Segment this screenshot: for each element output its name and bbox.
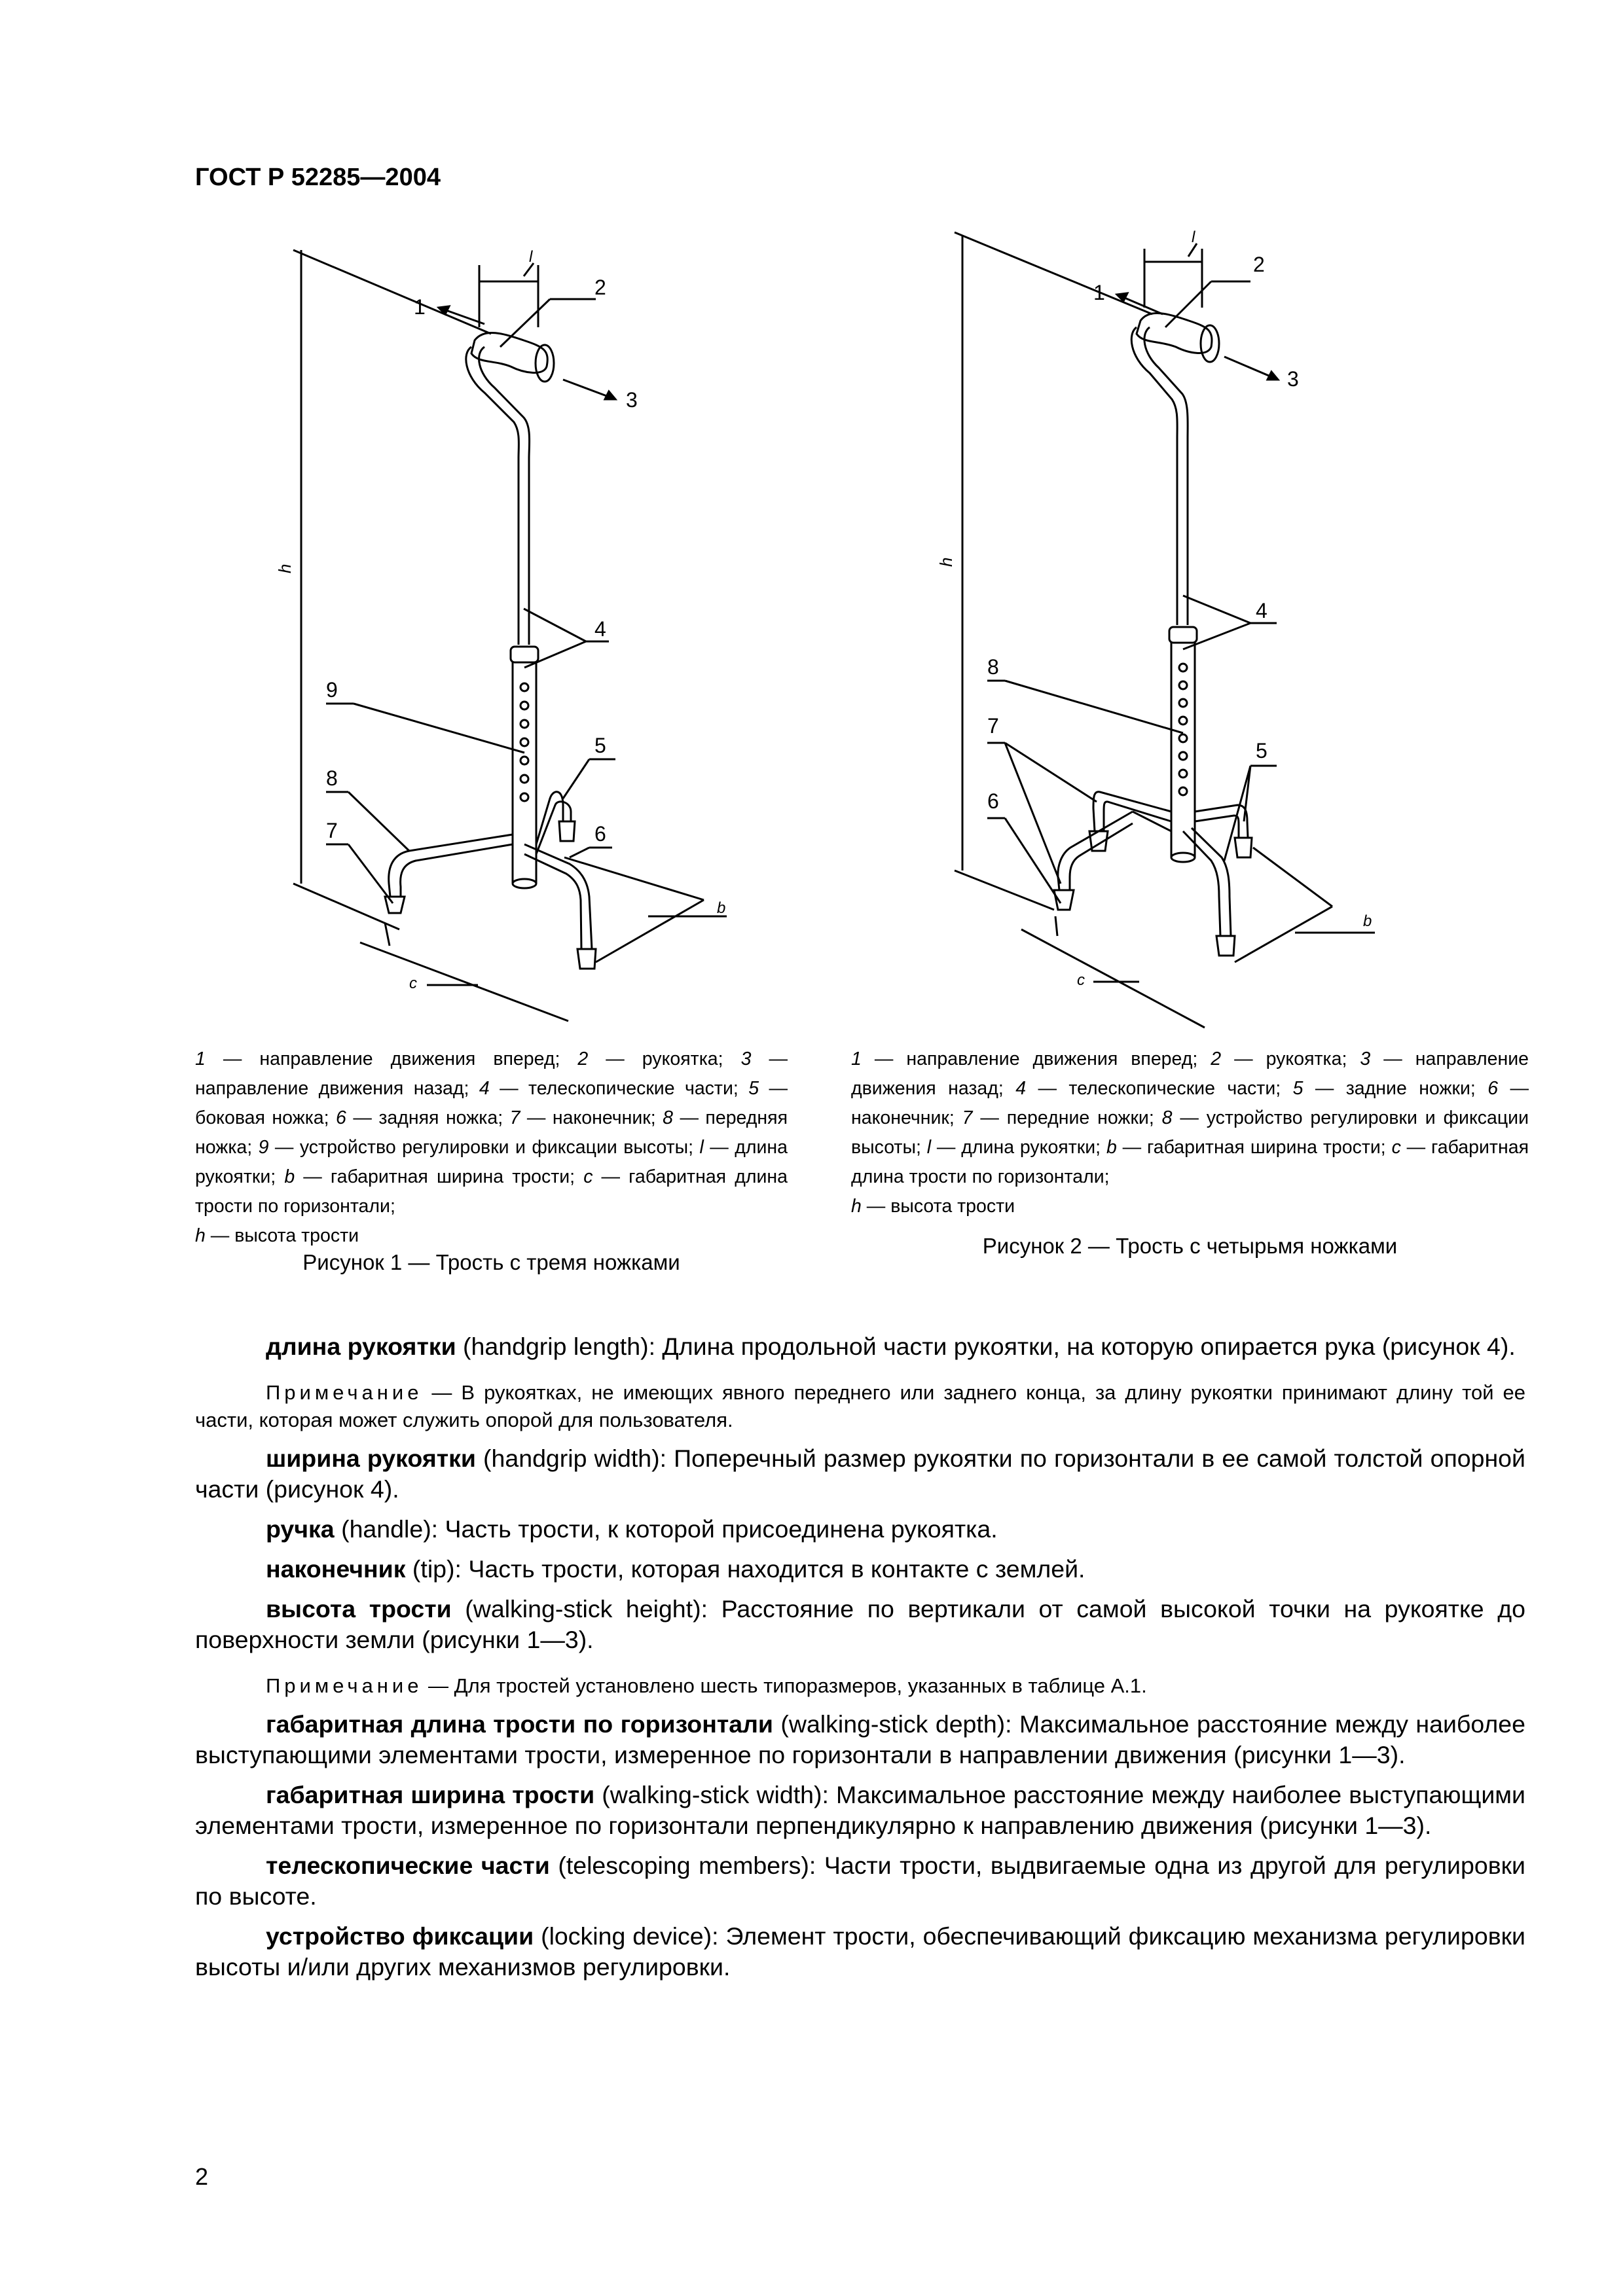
fig2-label-h: h xyxy=(936,557,956,567)
legend-item-key: 7 xyxy=(962,1107,973,1128)
note-paragraph xyxy=(195,1379,1525,1434)
definition-english-term: (tip): xyxy=(405,1555,462,1583)
definitions-text xyxy=(195,1322,1525,1982)
fig1-label-l: l xyxy=(529,248,533,266)
definition-paragraph xyxy=(195,1594,1525,1655)
legend-item-key: 4 xyxy=(1015,1078,1027,1099)
legend-item-key: 2 xyxy=(1211,1049,1222,1069)
legend-item-key: h xyxy=(851,1196,862,1217)
legend-item xyxy=(851,1192,1529,1221)
figure-1-title: Рисунок 1 — Трость с тремя ножками xyxy=(302,1250,680,1274)
legend-item-key: 5 xyxy=(1292,1078,1304,1099)
legend-item-key: 4 xyxy=(479,1078,490,1099)
legend-item-text: — передняя ножка; xyxy=(195,1107,788,1158)
legend-item-key: 7 xyxy=(509,1107,520,1128)
fig2-label-4: 4 xyxy=(1256,599,1267,622)
legend-item-key: c xyxy=(583,1166,593,1187)
legend-item xyxy=(851,1049,1211,1069)
fig2-label-2: 2 xyxy=(1253,253,1265,276)
legend-item-text: — устройство регулировки и фиксации высоты; xyxy=(851,1107,1529,1158)
fig1-label-3: 3 xyxy=(626,388,638,412)
legend-item-text: — задняя ножка; xyxy=(346,1107,510,1128)
legend-item xyxy=(577,1049,740,1069)
definition-term: габаритная длина трости по горизонтали xyxy=(266,1710,773,1738)
fig2-label-l: l xyxy=(1192,228,1195,246)
legend-item-text: — габаритная ширина трости; xyxy=(295,1166,584,1187)
definition-english-term: (telescoping members): xyxy=(549,1852,816,1879)
definition-english-term: (handgrip width): xyxy=(475,1444,667,1472)
definition-text: Части трости, выдвигаемые одна из другой для регулировки по высоте. xyxy=(195,1852,1525,1910)
legend-item-key: 8 xyxy=(1161,1107,1173,1128)
legend-item-text: — направление движения вперед; xyxy=(205,1049,578,1069)
legend-item-text: — длина рукоятки; xyxy=(195,1137,788,1187)
legend-item-text: — высота трости xyxy=(861,1196,1015,1217)
legend-item-key: 3 xyxy=(740,1049,752,1069)
fig2-label-5: 5 xyxy=(1256,739,1267,762)
legend-item xyxy=(1293,1078,1488,1099)
legend-item-text: — длина рукоятки; xyxy=(931,1137,1106,1158)
legend-item-text: — боковая ножка; xyxy=(195,1078,788,1128)
running-header: ГОСТ Р 52285—2004 xyxy=(195,164,441,191)
note-paragraph xyxy=(195,1672,1525,1700)
legend-item-text: — направление движения назад; xyxy=(195,1049,788,1099)
definition-text: Элемент трости, обеспечивающий фиксацию механизма регулировки высоты и/или других механизмов регулировки. xyxy=(195,1922,1525,1981)
page-number: 2 xyxy=(195,2163,209,2190)
note-label: Примечание xyxy=(266,1674,423,1697)
legend-item-key: b xyxy=(1106,1137,1117,1158)
fig1-label-9: 9 xyxy=(326,678,338,702)
definition-text: Максимальное расстояние между наиболее выступающими элементами трости, измеренное по горизонтали в направлении движения (рисунки 1—3). xyxy=(195,1710,1525,1768)
definition-paragraph xyxy=(195,1554,1525,1585)
fig1-label-8: 8 xyxy=(326,766,338,790)
fig2-label-b: b xyxy=(1363,912,1372,930)
legend-item-text: — телескопические части; xyxy=(1026,1078,1293,1099)
definition-term: устройство фиксации xyxy=(266,1922,534,1950)
legend-item-key: 6 xyxy=(1487,1078,1499,1099)
legend-item-key: 9 xyxy=(258,1137,269,1158)
legend-item xyxy=(336,1107,510,1128)
figure-1-legend xyxy=(195,1045,788,1251)
fig1-label-2: 2 xyxy=(594,276,606,299)
legend-item-text: — направление движения вперед; xyxy=(861,1049,1211,1069)
definition-paragraph xyxy=(195,1921,1525,1982)
legend-item-key: l xyxy=(926,1137,932,1158)
legend-item-text: — габаритная длина трости по горизонтали; xyxy=(851,1137,1529,1187)
legend-item-text: — рукоятка; xyxy=(1221,1049,1360,1069)
legend-item xyxy=(259,1137,700,1158)
definition-english-term: (walking-stick width): xyxy=(594,1781,829,1808)
legend-item-text: — рукоятка; xyxy=(588,1049,741,1069)
definition-paragraph xyxy=(195,1331,1525,1362)
definition-english-term: (handle): xyxy=(334,1515,439,1543)
legend-item-text: — устройство регулировки и фиксации высоты; xyxy=(268,1137,700,1158)
note-label: Примечание xyxy=(266,1381,423,1404)
definition-term: наконечник xyxy=(266,1555,406,1583)
legend-item xyxy=(1106,1137,1392,1158)
definition-text: Расстояние по вертикали от самой высокой точки на рукоятке до поверхности земли (рисунки 1—3). xyxy=(195,1595,1525,1653)
legend-item-key: 8 xyxy=(663,1107,673,1128)
figure-2-title: Рисунок 2 — Трость с четырьмя ножками xyxy=(982,1234,1398,1258)
legend-item-text: — наконечник; xyxy=(520,1107,663,1128)
fig1-label-7: 7 xyxy=(326,819,338,842)
fig2-label-3: 3 xyxy=(1287,367,1299,391)
definition-text: Длина продольной части рукоятки, на которую опирается рука (рисунок 4). xyxy=(655,1333,1516,1360)
legend-item-key: h xyxy=(195,1225,206,1246)
definition-term: ручка xyxy=(266,1515,335,1543)
legend-item-text: — передние ножки; xyxy=(972,1107,1162,1128)
definition-text: Максимальное расстояние между наиболее выступающими элементами трости, измеренное по горизонтали перпендикулярно к направлению движения (рисунки 1—3). xyxy=(195,1781,1526,1839)
definition-text: Часть трости, к которой присоединена рукоятка. xyxy=(438,1515,998,1543)
legend-item xyxy=(479,1078,748,1099)
definition-paragraph xyxy=(195,1850,1525,1912)
legend-item-text: — задние ножки; xyxy=(1303,1078,1488,1099)
legend-item-key: 1 xyxy=(851,1049,862,1069)
definition-text: Часть трости, которая находится в контакте с землей. xyxy=(461,1555,1085,1583)
definition-english-term: (handgrip length): xyxy=(456,1333,655,1360)
legend-item-key: l xyxy=(699,1137,704,1158)
figure-2-drawing xyxy=(936,223,1447,1047)
note-text: — В рукоятках, не имеющих явного переднего или заднего конца, за длину рукоятки принимают длину той ее части, которая может служить опорой для пользователя. xyxy=(195,1381,1525,1431)
fig1-label-6: 6 xyxy=(594,822,606,846)
definition-english-term: (locking device): xyxy=(534,1922,719,1950)
definition-term: телескопические части xyxy=(266,1852,550,1879)
definition-term: высота трости xyxy=(266,1595,452,1623)
fig1-label-h: h xyxy=(275,564,295,573)
legend-item-key: 3 xyxy=(1360,1049,1371,1069)
legend-item-text: — габаритная длина трости по горизонтали; xyxy=(195,1166,788,1217)
definition-english-term: (walking-stick height): xyxy=(451,1595,708,1623)
definition-paragraph xyxy=(195,1709,1525,1770)
fig2-label-6: 6 xyxy=(987,789,999,813)
figure-2-legend xyxy=(851,1045,1529,1221)
definition-term: габаритная ширина трости xyxy=(266,1781,595,1808)
legend-item-text: — наконечник; xyxy=(851,1078,1529,1128)
legend-item xyxy=(510,1107,663,1128)
legend-item xyxy=(195,1221,788,1251)
legend-item-key: 5 xyxy=(748,1078,759,1099)
legend-item-key: b xyxy=(284,1166,295,1187)
fig2-label-7: 7 xyxy=(987,714,999,738)
fig2-label-c: c xyxy=(1077,971,1085,989)
fig2-label-1: 1 xyxy=(1093,281,1105,304)
legend-item-text: — высота трости xyxy=(205,1225,359,1246)
legend-item-key: 2 xyxy=(577,1049,589,1069)
legend-item xyxy=(927,1137,1106,1158)
definition-paragraph xyxy=(195,1443,1525,1505)
legend-item xyxy=(962,1107,1162,1128)
figure-1-drawing xyxy=(275,236,812,1047)
legend-item-text: — габаритная ширина трости; xyxy=(1116,1137,1392,1158)
definition-term: длина рукоятки xyxy=(266,1333,456,1360)
legend-item-key: c xyxy=(1391,1137,1401,1158)
legend-item-text: — направление движения назад; xyxy=(851,1049,1529,1099)
definition-paragraph xyxy=(195,1514,1525,1545)
fig2-label-8: 8 xyxy=(987,655,999,679)
fig1-label-4: 4 xyxy=(594,617,606,641)
fig1-label-c: c xyxy=(409,975,417,992)
legend-item xyxy=(284,1166,583,1187)
note-text: — Для тростей установлено шесть типоразмеров, указанных в таблице А.1. xyxy=(422,1674,1147,1697)
definition-paragraph xyxy=(195,1780,1525,1841)
fig1-label-5: 5 xyxy=(594,734,606,757)
legend-item xyxy=(1211,1049,1360,1069)
definition-english-term: (walking-stick depth): xyxy=(773,1710,1012,1738)
legend-item-text: — телескопические части; xyxy=(489,1078,749,1099)
definition-term: ширина рукоятки xyxy=(266,1444,476,1472)
legend-item-key: 6 xyxy=(336,1107,346,1128)
legend-item xyxy=(195,1049,577,1069)
fig1-label-1: 1 xyxy=(414,295,426,319)
legend-item xyxy=(1015,1078,1292,1099)
fig1-label-b: b xyxy=(717,899,726,917)
legend-item-key: 1 xyxy=(195,1049,206,1069)
definition-text: Поперечный размер рукоятки по горизонтали в ее самой толстой опорной части (рисунок 4). xyxy=(195,1444,1525,1503)
